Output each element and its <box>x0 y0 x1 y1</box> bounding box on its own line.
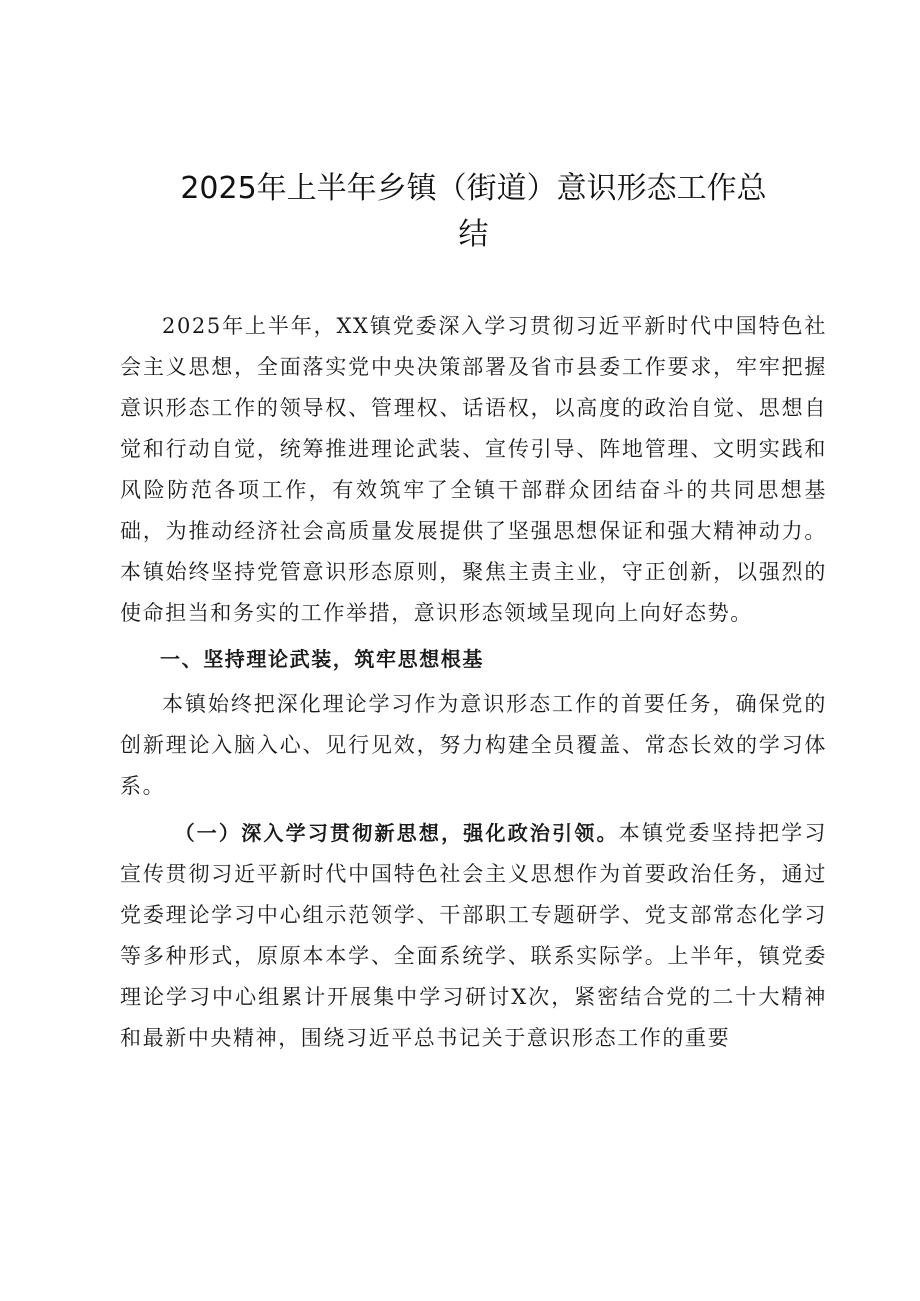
document-title <box>120 166 827 258</box>
title-line-1: 2025年上半年乡镇（街道）意识形态工作总 <box>180 171 767 206</box>
title-line-2: 结 <box>458 217 489 252</box>
section-1-heading: 一、坚持理论武装，筑牢思想根基 <box>160 647 484 671</box>
subsection-1-text: 本镇党委坚持把学习宣传贯彻习近平新时代中国特色社会主义思想作为首要政治任务，通过党委理论学习中心组示范领学、干部职工专题研学、党支部常态化学习等多种形式，原原本本学、全面系统学、联系实际学。上半年，镇党委理论学习中心组累计开展集中学习研讨X次，紧密结合党的二十大精神和最新中央精神，围绕习近平总书记关于意识形态工作的重要 <box>120 821 828 1050</box>
document-body <box>120 306 827 1059</box>
section-1-intro-paragraph: 本镇始终把深化理论学习作为意识形态工作的首要任务，确保党的创新理论入脑入心、见行见效，努力构建全员覆盖、常态长效的学习体系。 <box>120 692 827 798</box>
intro-paragraph: 2025年上半年，XX镇党委深入学习贯彻习近平新时代中国特色社会主义思想，全面落实党中央决策部署及省市县委工作要求，牢牢把握意识形态工作的领导权、管理权、话语权，以高度的政治自觉、思想自觉和行动自觉，统筹推进理论武装、宣传引导、阵地管理、文明实践和风险防范各项工作，有效筑牢了全镇干部群众团结奋斗的共同思想基础，为推动经济社会高质量发展提供了坚强思想保证和强大精神动力。本镇始终坚持党管意识形态原则，聚焦主责主业，守正创新，以强烈的使命担当和务实的工作举措，意识形态领域呈现向上向好态势。 <box>120 314 827 625</box>
subsection-1-paragraph <box>120 813 827 1059</box>
subsection-1-lead: （一）深入学习贯彻新思想，强化政治引领。 <box>174 821 619 845</box>
